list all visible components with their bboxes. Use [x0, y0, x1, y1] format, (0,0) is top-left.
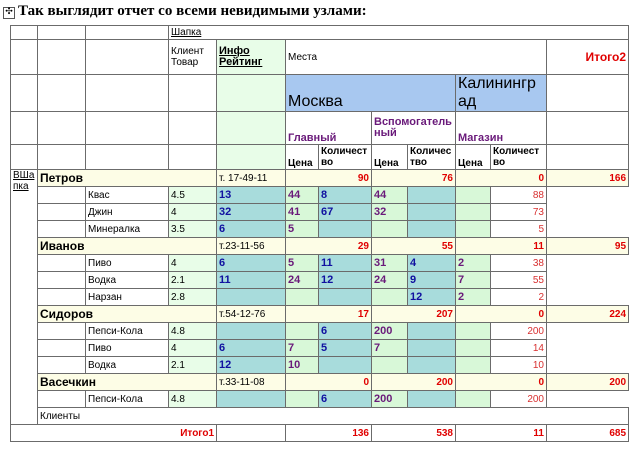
- price-main: 32: [217, 204, 286, 221]
- client-sum-auxiliary: 200: [372, 374, 456, 391]
- price-auxiliary: 8: [319, 187, 372, 204]
- product-name: Пиво: [86, 340, 169, 357]
- qty-shop: [456, 221, 491, 238]
- total1-label: Итого1: [11, 425, 217, 442]
- total2-header: Итого2: [547, 40, 629, 75]
- qty-shop: 2: [456, 289, 491, 306]
- client-sum-main: 17: [286, 306, 372, 323]
- indent-cell: [38, 187, 86, 204]
- client-phone: т. 17-49-11: [217, 170, 286, 187]
- product-name: Водка: [86, 357, 169, 374]
- indent-cell: [38, 255, 86, 272]
- product-rating: 2.1: [169, 357, 217, 374]
- total1-row: [11, 425, 629, 442]
- product-name: Квас: [86, 187, 169, 204]
- price-header: Цена: [372, 145, 408, 170]
- price-auxiliary: 5: [319, 340, 372, 357]
- qty-shop: [456, 187, 491, 204]
- qty-main: [286, 289, 319, 306]
- product-name: Джин: [86, 204, 169, 221]
- price-header: Цена: [286, 145, 319, 170]
- caps-label: Шапка: [169, 26, 629, 40]
- price-shop: [408, 323, 456, 340]
- qty-auxiliary: 200: [372, 323, 408, 340]
- price-auxiliary: 6: [319, 391, 372, 408]
- price-main: 11: [217, 272, 286, 289]
- empty-cell: [217, 425, 286, 442]
- product-rating: 4.8: [169, 391, 217, 408]
- product-total: 5: [491, 221, 547, 238]
- client-sum-main: 29: [286, 238, 372, 255]
- price-auxiliary: [319, 289, 372, 306]
- product-total: 10: [491, 357, 547, 374]
- store-shop: Магазин: [456, 112, 547, 145]
- price-auxiliary: 67: [319, 204, 372, 221]
- price-shop: [408, 357, 456, 374]
- product-total: 14: [491, 340, 547, 357]
- product-total: 88: [491, 187, 547, 204]
- price-shop: 12: [408, 289, 456, 306]
- qty-shop: [456, 323, 491, 340]
- product-name: Пиво: [86, 255, 169, 272]
- product-row: [11, 323, 629, 340]
- report-table: [10, 25, 629, 442]
- product-row: [11, 255, 629, 272]
- product-rating: 3.5: [169, 221, 217, 238]
- indent-cell: [38, 221, 86, 238]
- qty-main: [286, 323, 319, 340]
- client-name: Васечкин: [38, 374, 217, 391]
- product-row: [11, 391, 629, 408]
- indent-cell: [38, 340, 86, 357]
- price-main: 12: [217, 357, 286, 374]
- price-auxiliary: [319, 357, 372, 374]
- places-header: Места: [286, 40, 547, 75]
- qty-shop: [456, 391, 491, 408]
- qty-auxiliary: [372, 289, 408, 306]
- product-rating: 4: [169, 340, 217, 357]
- price-main: [217, 391, 286, 408]
- product-row: [11, 357, 629, 374]
- indent-cell: [38, 323, 86, 340]
- price-auxiliary: 12: [319, 272, 372, 289]
- store-auxiliary: Вспомогательный: [372, 112, 456, 145]
- client-phone: т.33-11-08: [217, 374, 286, 391]
- client-sum-shop: 0: [456, 306, 547, 323]
- client-sum-shop: 11: [456, 238, 547, 255]
- product-rating: 4: [169, 204, 217, 221]
- vcaps-label: ВШапка: [11, 170, 38, 425]
- product-row: [11, 289, 629, 306]
- qty-main: 7: [286, 340, 319, 357]
- qty-main: [286, 391, 319, 408]
- indent-cell: [38, 357, 86, 374]
- client-total: 224: [547, 306, 629, 323]
- qty-shop: 7: [456, 272, 491, 289]
- grand-total: 685: [547, 425, 629, 442]
- product-rating: 2.8: [169, 289, 217, 306]
- qty-auxiliary: 7: [372, 340, 408, 357]
- product-name: Водка: [86, 272, 169, 289]
- client-sum-main: 90: [286, 170, 372, 187]
- qty-auxiliary: 32: [372, 204, 408, 221]
- product-name: Минералка: [86, 221, 169, 238]
- client-row: [11, 374, 629, 391]
- price-shop: 9: [408, 272, 456, 289]
- city-moscow: Москва: [286, 75, 456, 112]
- city-kaliningrad: Калининград: [456, 75, 547, 112]
- client-sum-shop: 0: [456, 374, 547, 391]
- client-phone: т.54-12-76: [217, 306, 286, 323]
- price-main: [217, 289, 286, 306]
- product-name: Пепси-Кола: [86, 323, 169, 340]
- product-total: 55: [491, 272, 547, 289]
- qty-main: 44: [286, 187, 319, 204]
- report-body: [11, 26, 629, 442]
- qty-shop: [456, 357, 491, 374]
- client-total: 200: [547, 374, 629, 391]
- client-name: Петров: [38, 170, 217, 187]
- indent-cell: [38, 204, 86, 221]
- client-sum-auxiliary: 55: [372, 238, 456, 255]
- qty-shop: [456, 340, 491, 357]
- grand-sum-auxiliary: 538: [372, 425, 456, 442]
- qty-main: 41: [286, 204, 319, 221]
- client-sum-main: 0: [286, 374, 372, 391]
- qty-main: 5: [286, 221, 319, 238]
- qty-main: 10: [286, 357, 319, 374]
- qty-main: 24: [286, 272, 319, 289]
- qty-shop: [456, 204, 491, 221]
- product-total: 200: [491, 391, 547, 408]
- clients-label: Клиенты: [38, 408, 629, 425]
- qty-auxiliary: 31: [372, 255, 408, 272]
- client-name: Иванов: [38, 238, 217, 255]
- client-total: 166: [547, 170, 629, 187]
- product-row: [11, 340, 629, 357]
- indent-cell: [38, 391, 86, 408]
- product-total: 2: [491, 289, 547, 306]
- client-phone: т.23-11-56: [217, 238, 286, 255]
- client-total: 95: [547, 238, 629, 255]
- report-title: Так выглядит отчет со всеми невидимыми узлами:: [18, 3, 367, 19]
- price-header: Цена: [456, 145, 491, 170]
- product-rating: 4: [169, 255, 217, 272]
- product-total: 200: [491, 323, 547, 340]
- report-heading: [3, 2, 367, 20]
- grand-sum-main: 136: [286, 425, 372, 442]
- product-total: 73: [491, 204, 547, 221]
- client-name: Сидоров: [38, 306, 217, 323]
- client-row: [11, 306, 629, 323]
- product-total: 38: [491, 255, 547, 272]
- client-sum-auxiliary: 207: [372, 306, 456, 323]
- price-auxiliary: [319, 221, 372, 238]
- price-main: 6: [217, 221, 286, 238]
- qty-header: Количество: [319, 145, 372, 170]
- indent-cell: [38, 289, 86, 306]
- price-main: [217, 323, 286, 340]
- price-shop: [408, 391, 456, 408]
- product-row: [11, 204, 629, 221]
- qty-header: Количество: [491, 145, 547, 170]
- grand-sum-shop: 11: [456, 425, 547, 442]
- price-shop: [408, 204, 456, 221]
- price-auxiliary: 11: [319, 255, 372, 272]
- info-rating-header: Инфо Рейтинг: [217, 40, 286, 75]
- price-auxiliary: 6: [319, 323, 372, 340]
- table-anchor-icon[interactable]: ✣: [3, 7, 15, 19]
- client-row: [11, 170, 629, 187]
- qty-auxiliary: [372, 221, 408, 238]
- product-row: [11, 221, 629, 238]
- client-product-header: Клиент Товар: [169, 40, 217, 75]
- product-rating: 4.5: [169, 187, 217, 204]
- qty-auxiliary: 44: [372, 187, 408, 204]
- product-rating: 2.1: [169, 272, 217, 289]
- client-sum-auxiliary: 76: [372, 170, 456, 187]
- price-shop: [408, 187, 456, 204]
- qty-header: Количество: [408, 145, 456, 170]
- client-row: [11, 238, 629, 255]
- price-main: 6: [217, 340, 286, 357]
- product-name: Нарзан: [86, 289, 169, 306]
- price-shop: 4: [408, 255, 456, 272]
- indent-cell: [38, 272, 86, 289]
- price-main: 13: [217, 187, 286, 204]
- product-row: [11, 272, 629, 289]
- product-name: Пепси-Кола: [86, 391, 169, 408]
- price-main: 6: [217, 255, 286, 272]
- qty-auxiliary: [372, 357, 408, 374]
- clients-row: [11, 408, 629, 425]
- qty-main: 5: [286, 255, 319, 272]
- client-sum-shop: 0: [456, 170, 547, 187]
- qty-shop: 2: [456, 255, 491, 272]
- price-shop: [408, 221, 456, 238]
- product-rating: 4.8: [169, 323, 217, 340]
- price-shop: [408, 340, 456, 357]
- product-row: [11, 187, 629, 204]
- qty-auxiliary: 200: [372, 391, 408, 408]
- qty-auxiliary: 24: [372, 272, 408, 289]
- store-main: Главный: [286, 112, 372, 145]
